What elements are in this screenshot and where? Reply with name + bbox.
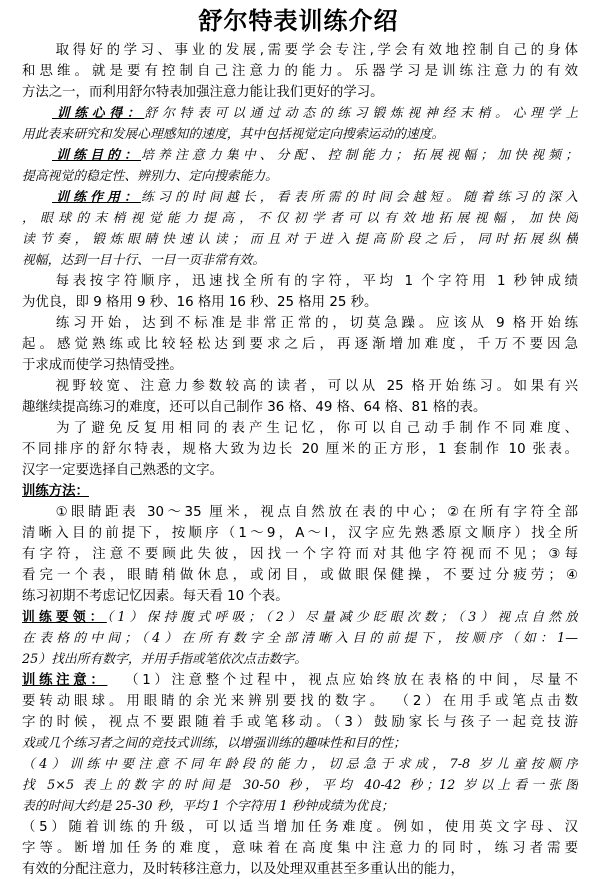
paragraph-line: 起。感觉熟练或比较轻松达到要求之后，再逐渐增加难度，千万不要因急: [22, 337, 578, 352]
paragraph-line: （4）训练中要注意不同年龄段的能力，切忌急于求成，7-8 岁儿童按顺序: [22, 757, 578, 772]
paragraph-line: 为了避免反复用相同的表产生记忆，你可以自己动手制作不同难度、: [52, 421, 578, 436]
paragraph-line: ，眼球的末梢视觉能力提高，不仅初学者可以有效地拓展视幅，加快阅: [22, 211, 578, 226]
paragraph-line: 戏或几个练习者之间的竞技式训练，以增强训练的趣味性和目的性；: [22, 736, 406, 751]
paragraph-line: 每表按字符顺序，迅速找全所有的字符，平均 1 个字符用 1 秒钟成绩: [52, 274, 578, 289]
paragraph-line: 训练要领：（1）保持腹式呼吸；（2）尽量减少眨眼次数；（3）视点自然放: [22, 610, 578, 625]
paragraph-line: 有效的分配注意力，及时转移注意力，以及处理双重甚至多重认出的能力，: [22, 862, 464, 877]
paragraph-line: 视野较宽、注意力参数较高的读者，可以从 25 格开始练习。如果有兴: [52, 379, 578, 394]
paragraph-line: 训练心得：舒尔特表可以通过动态的练习锻炼视神经末梢。心理学上: [52, 106, 578, 121]
paragraph-line: 和思维。就是要有控制自己注意力的能力。乐器学习是训练注意力的有效: [22, 64, 578, 79]
paragraph-line: ①眼睛距表 30～35 厘米，视点自然放在表的中心；②在所有字符全部: [52, 505, 578, 520]
paragraph-line: 趣继续提高练习的难度，还可以自己制作 36 格、49 格、64 格、81 格的表。: [22, 400, 487, 415]
paragraph-line: 字的时候，视点不要跟随着手或笔移动。（3）鼓励家长与孩子一起竞技游: [22, 715, 578, 730]
section-heading: 训练心得：: [52, 106, 145, 121]
paragraph-line: 于求成而使学习热情受挫。: [22, 358, 183, 373]
paragraph-line: 找 5×5 表上的数字的时间是 30-50 秒，平均 40-42 秒；12 岁以上看一张图: [22, 778, 578, 793]
paragraph-line: 训练注意： （1）注意整个过程中，视点应始终放在表格的中间，尽量不: [22, 673, 578, 688]
paragraph-line: 练习初期不考虑记忆因素。每天看 10 个表。: [22, 589, 289, 604]
paragraph-line: [22, 481, 578, 502]
paragraph-line: 要转动眼球。用眼睛的余光来辨别要找的数字。 （2）在用手或笔点击数: [22, 694, 578, 709]
paragraph-line: 表的时间大约是 25-30 秒，平均 1 个字符用 1 秒钟成绩为优良；: [22, 799, 394, 814]
paragraph-line: 有字符，注意不要顾此失彼，因找一个字符而对其他字符视而不见；③每: [22, 547, 578, 562]
section-heading: 训练方法：: [22, 484, 89, 499]
paragraph-line: 看完一个表，眼睛稍做休息，或闭目，或做眼保健操，不要过分疲劳；④: [22, 568, 578, 583]
paragraph-line: 训练目的：培养注意力集中、分配、控制能力；拓展视幅；加快视频；: [52, 148, 578, 163]
paragraph-line: 用此表来研究和发展心理感知的速度，其中包括视觉定向搜索运动的速度。: [22, 127, 445, 142]
paragraph-line: 方法之一，而利用舒尔特表加强注意力能让我们更好的学习。: [22, 85, 384, 100]
section-heading: 训练要领：: [22, 610, 107, 625]
paragraph-line: 25）找出所有数字，并用手指或笔依次点击数字。: [22, 652, 308, 667]
paragraph-line: 视幅，达到一目十行、一目一页非常有效。: [22, 253, 266, 268]
section-heading: 训练作用：: [52, 190, 142, 205]
paragraph-line: 为优良，即 9 格用 9 秒、16 格用 16 秒、25 格用 25 秒。: [22, 295, 378, 310]
section-heading: 训练注意：: [22, 673, 108, 688]
paragraph-line: 练习开始，达到不标准是非常正常的，切莫急躁。应该从 9 格开始练: [52, 316, 578, 331]
paragraph-line: 读节奏，锻炼眼睛快速认读；而且对于进入提高阶段之后，同时拓展纵横: [22, 232, 578, 247]
paragraph-line: 字等。断增加任务的难度，意味着在高度集中注意力的同时，练习者需要: [22, 841, 578, 856]
paragraph-line: （5）随着训练的升级，可以适当增加任务难度。例如，使用英文字母、汉: [22, 820, 578, 835]
paragraph-line: 提高视觉的稳定性、辨别力、定向搜索能力。: [22, 169, 278, 184]
section-heading: 训练目的：: [52, 148, 142, 163]
paragraph-line: 不同排序的舒尔特表，规格大致为边长 20 厘米的正方形，1 套制作 10 张表。: [22, 442, 578, 457]
paragraph-line: 清晰入目的前提下，按顺序（1～9，A～I，汉字应先熟悉原文顺序）找全所: [22, 526, 578, 541]
paragraph-line: 在表格的中间；（4）在所有数字全部清晰入目的前提下，按顺序（如：1—: [22, 631, 578, 646]
paragraph-line: 取得好的学习、事业的发展,需要学会专注,学会有效地控制自己的身体: [52, 43, 578, 58]
paragraph-line: 汉字一定要选择自己熟悉的文字。: [22, 463, 223, 478]
paragraph-line: 训练作用：练习的时间越长，看表所需的时间会越短。随着练习的深入: [52, 190, 578, 205]
document-title: 舒尔特表训练介绍: [198, 6, 399, 35]
